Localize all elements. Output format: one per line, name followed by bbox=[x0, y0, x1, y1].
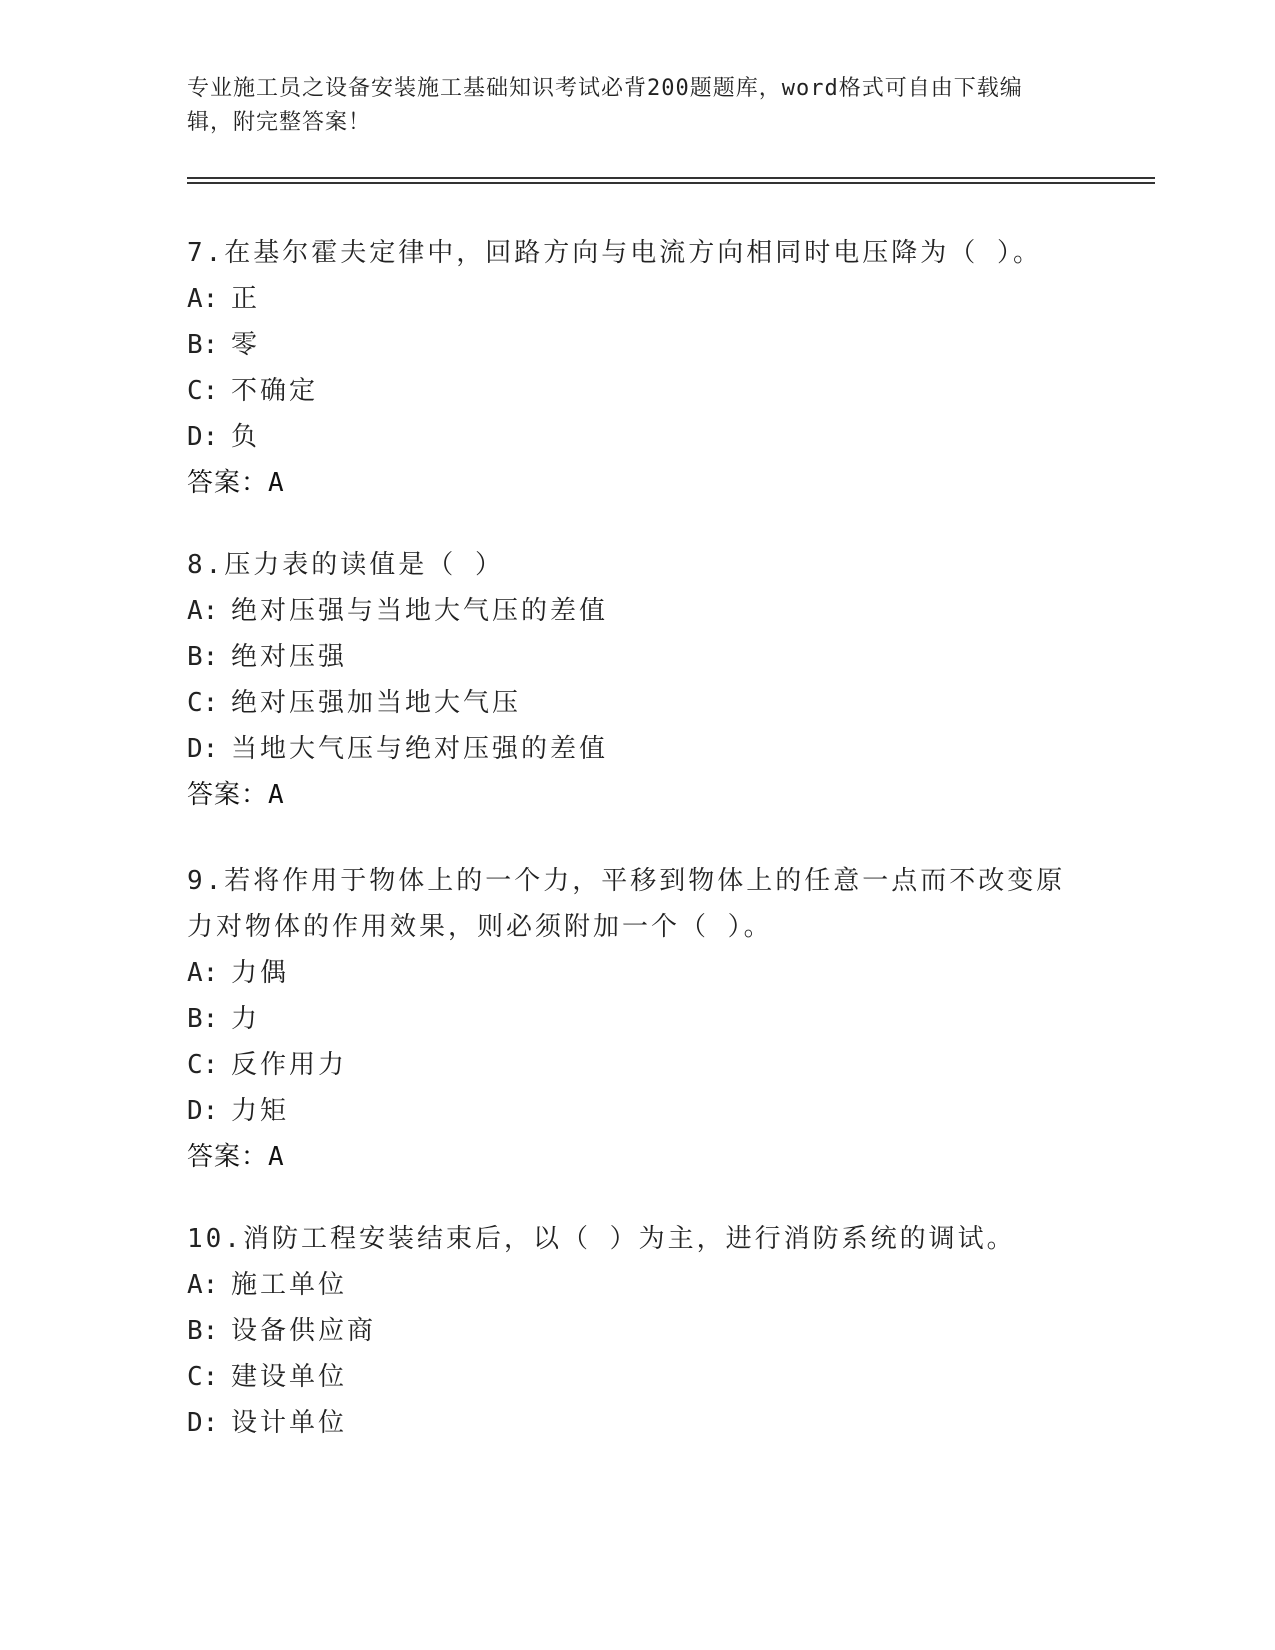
option-letter: D: bbox=[187, 1408, 219, 1438]
option-b bbox=[187, 1308, 1087, 1354]
question-block bbox=[187, 858, 1087, 1180]
option-d bbox=[187, 1088, 1087, 1134]
question-block bbox=[187, 230, 1087, 506]
option-letter: B: bbox=[187, 1316, 219, 1346]
question-stem: 9.若将作用于物体上的一个力，平移到物体上的任意一点而不改变原力对物体的作用效果，则必须附加一个（ ）。 bbox=[187, 866, 1066, 942]
option-c bbox=[187, 368, 1087, 414]
answer-line bbox=[187, 1134, 1087, 1180]
option-b bbox=[187, 996, 1087, 1042]
answer-value: A bbox=[268, 468, 284, 498]
option-text: 建设单位 bbox=[231, 1362, 348, 1392]
question-block bbox=[187, 542, 1087, 818]
option-letter: C: bbox=[187, 1050, 219, 1080]
option-text: 施工单位 bbox=[231, 1270, 348, 1300]
option-c bbox=[187, 680, 1087, 726]
option-text: 当地大气压与绝对压强的差值 bbox=[231, 734, 609, 764]
option-c bbox=[187, 1354, 1087, 1400]
option-text: 绝对压强 bbox=[231, 642, 348, 672]
answer-label: 答案： bbox=[187, 1142, 269, 1172]
option-text: 力矩 bbox=[231, 1096, 290, 1126]
option-text: 绝对压强与当地大气压的差值 bbox=[231, 596, 609, 626]
option-d bbox=[187, 1400, 1087, 1446]
answer-value: A bbox=[268, 780, 284, 810]
question-stem: 7.在基尔霍夫定律中，回路方向与电流方向相同时电压降为（ ）。 bbox=[187, 238, 1042, 268]
option-text: 不确定 bbox=[231, 376, 319, 406]
option-d bbox=[187, 726, 1087, 772]
answer-line bbox=[187, 460, 1087, 506]
document-header: 专业施工员之设备安装施工基础知识考试必背200题题库，word格式可自由下载编辑，附完整答案！ bbox=[187, 76, 1023, 135]
option-letter: A: bbox=[187, 958, 219, 988]
header-divider-bottom bbox=[187, 182, 1155, 184]
option-text: 反作用力 bbox=[231, 1050, 348, 1080]
option-letter: B: bbox=[187, 330, 219, 360]
option-letter: B: bbox=[187, 642, 219, 672]
answer-value: A bbox=[268, 1142, 284, 1172]
option-text: 负 bbox=[231, 422, 261, 452]
option-d bbox=[187, 414, 1087, 460]
option-text: 绝对压强加当地大气压 bbox=[231, 688, 522, 718]
option-letter: D: bbox=[187, 734, 219, 764]
option-text: 设计单位 bbox=[231, 1408, 348, 1438]
option-letter: A: bbox=[187, 1270, 219, 1300]
option-text: 力偶 bbox=[231, 958, 290, 988]
option-a bbox=[187, 1262, 1087, 1308]
option-letter: D: bbox=[187, 1096, 219, 1126]
option-text: 力 bbox=[231, 1004, 261, 1034]
question-block bbox=[187, 1216, 1087, 1446]
option-b bbox=[187, 634, 1087, 680]
question-stem: 8.压力表的读值是（ ） bbox=[187, 550, 504, 580]
option-text: 设备供应商 bbox=[231, 1316, 377, 1346]
option-letter: C: bbox=[187, 376, 219, 406]
option-a bbox=[187, 950, 1087, 996]
option-letter: C: bbox=[187, 688, 219, 718]
answer-line bbox=[187, 772, 1087, 818]
option-letter: A: bbox=[187, 596, 219, 626]
option-letter: D: bbox=[187, 422, 219, 452]
option-a bbox=[187, 276, 1087, 322]
question-stem: 10.消防工程安装结束后，以（ ）为主，进行消防系统的调试。 bbox=[187, 1224, 1016, 1254]
option-a bbox=[187, 588, 1087, 634]
option-text: 正 bbox=[231, 284, 261, 314]
option-letter: A: bbox=[187, 284, 219, 314]
option-letter: C: bbox=[187, 1362, 219, 1392]
option-letter: B: bbox=[187, 1004, 219, 1034]
answer-label: 答案： bbox=[187, 780, 269, 810]
option-c bbox=[187, 1042, 1087, 1088]
header-divider-top bbox=[187, 177, 1155, 179]
option-text: 零 bbox=[231, 330, 261, 360]
answer-label: 答案： bbox=[187, 468, 269, 498]
option-b bbox=[187, 322, 1087, 368]
